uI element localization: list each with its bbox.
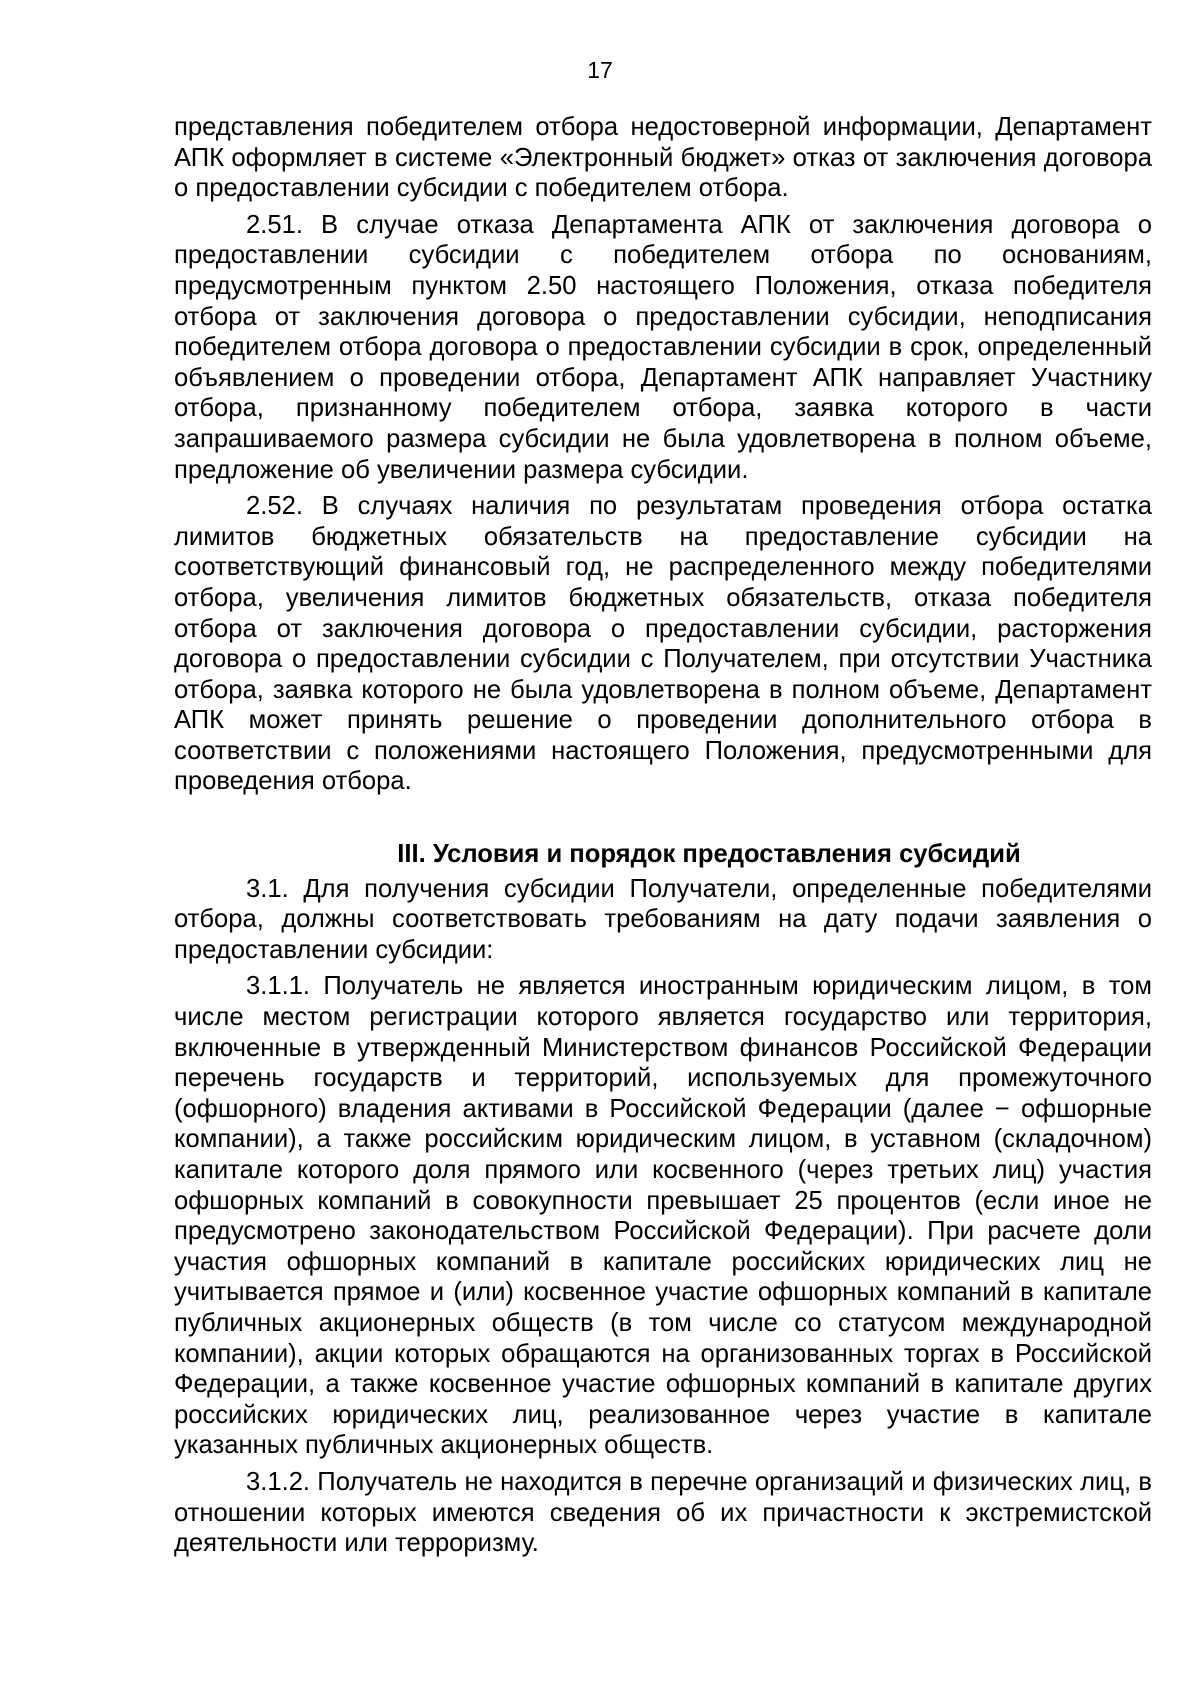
paragraph-3-1-1: 3.1.1. Получатель не является иностранным юридическим лицом, в том числе местом регистрации которого является государство или территория, включенные в утвержденный Министерством финансов Российской Федерации перечень государств и территорий, используемых для промежуточного (офшорного) владения активами в Российской Федерации (далее − офшорные компании), а также российским юридическим лицом, в уставном (складочном) капитале которого доля прямого или косвенного (через третьих лиц) участия офшорных компаний в совокупности превышает 25 процентов (если иное не предусмотрено законодательством Российской Федерации). При расчете доли участия офшорных компаний в капитале российских юридических лиц не учитывается прямое и (или) косвенное участие офшорных компаний в капитале публичных акционерных обществ (в том числе со статусом международной компании), акции которых обращаются на организованных торгах в Российской Федерации, а также косвенное участие офшорных компаний в капитале других российских юридических лиц, реализованное через участие в капитале указанных публичных акционерных обществ. (174, 972, 1152, 1460)
page-number: 17 (587, 57, 613, 83)
document-body (174, 112, 1152, 1565)
paragraph-continuation: представления победителем отбора недостоверной информации, Департамент АПК оформляет в системе «Электронный бюджет» отказ от заключения договора о предоставлении субсидии с победителем отбора. (174, 113, 1152, 203)
paragraph-2-51: 2.51. В случае отказа Департамента АПК от заключения договора о предоставлении субсидии с победителем отбора по основаниям, предусмотренным пунктом 2.50 настоящего Положения, отказа победителя отбора от заключения договора о предоставлении субсидии, неподписания победителем отбора договора о предоставлении субсидии в срок, определенный объявлением о проведении отбора, Департамент АПК направляет Участнику отбора, признанному победителем отбора, заявка которого в части запрашиваемого размера субсидии не была удовлетворена в полном объеме, предложение об увеличении размера субсидии. (174, 210, 1152, 484)
paragraph-3-1: 3.1. Для получения субсидии Получатели, определенные победителями отбора, должны соответствовать требованиям на дату подачи заявления о предоставлении субсидии: (174, 874, 1152, 964)
section-heading: III. Условия и порядок предоставления субсидий (397, 840, 1021, 869)
paragraph-2-52: 2.52. В случаях наличия по результатам проведения отбора остатка лимитов бюджетных обязательств на предоставление субсидии на соответствующий финансовый год, не распределенного между победителями отбора, увеличения лимитов бюджетных обязательств, отказа победителя отбора от заключения договора о предоставлении субсидии, расторжения договора о предоставлении субсидии с Получателем, при отсутствии Участника отбора, заявка которого не была удовлетворена в полном объеме, Департамент АПК может принять решение о проведении дополнительного отбора в соответствии с положениями настоящего Положения, предусмотренными для проведения отбора. (174, 492, 1152, 796)
paragraph-3-1-2: 3.1.2. Получатель не находится в перечне организаций и физических лиц, в отношении которых имеются сведения об их причастности к экстремистской деятельности или терроризму. (174, 1467, 1152, 1558)
